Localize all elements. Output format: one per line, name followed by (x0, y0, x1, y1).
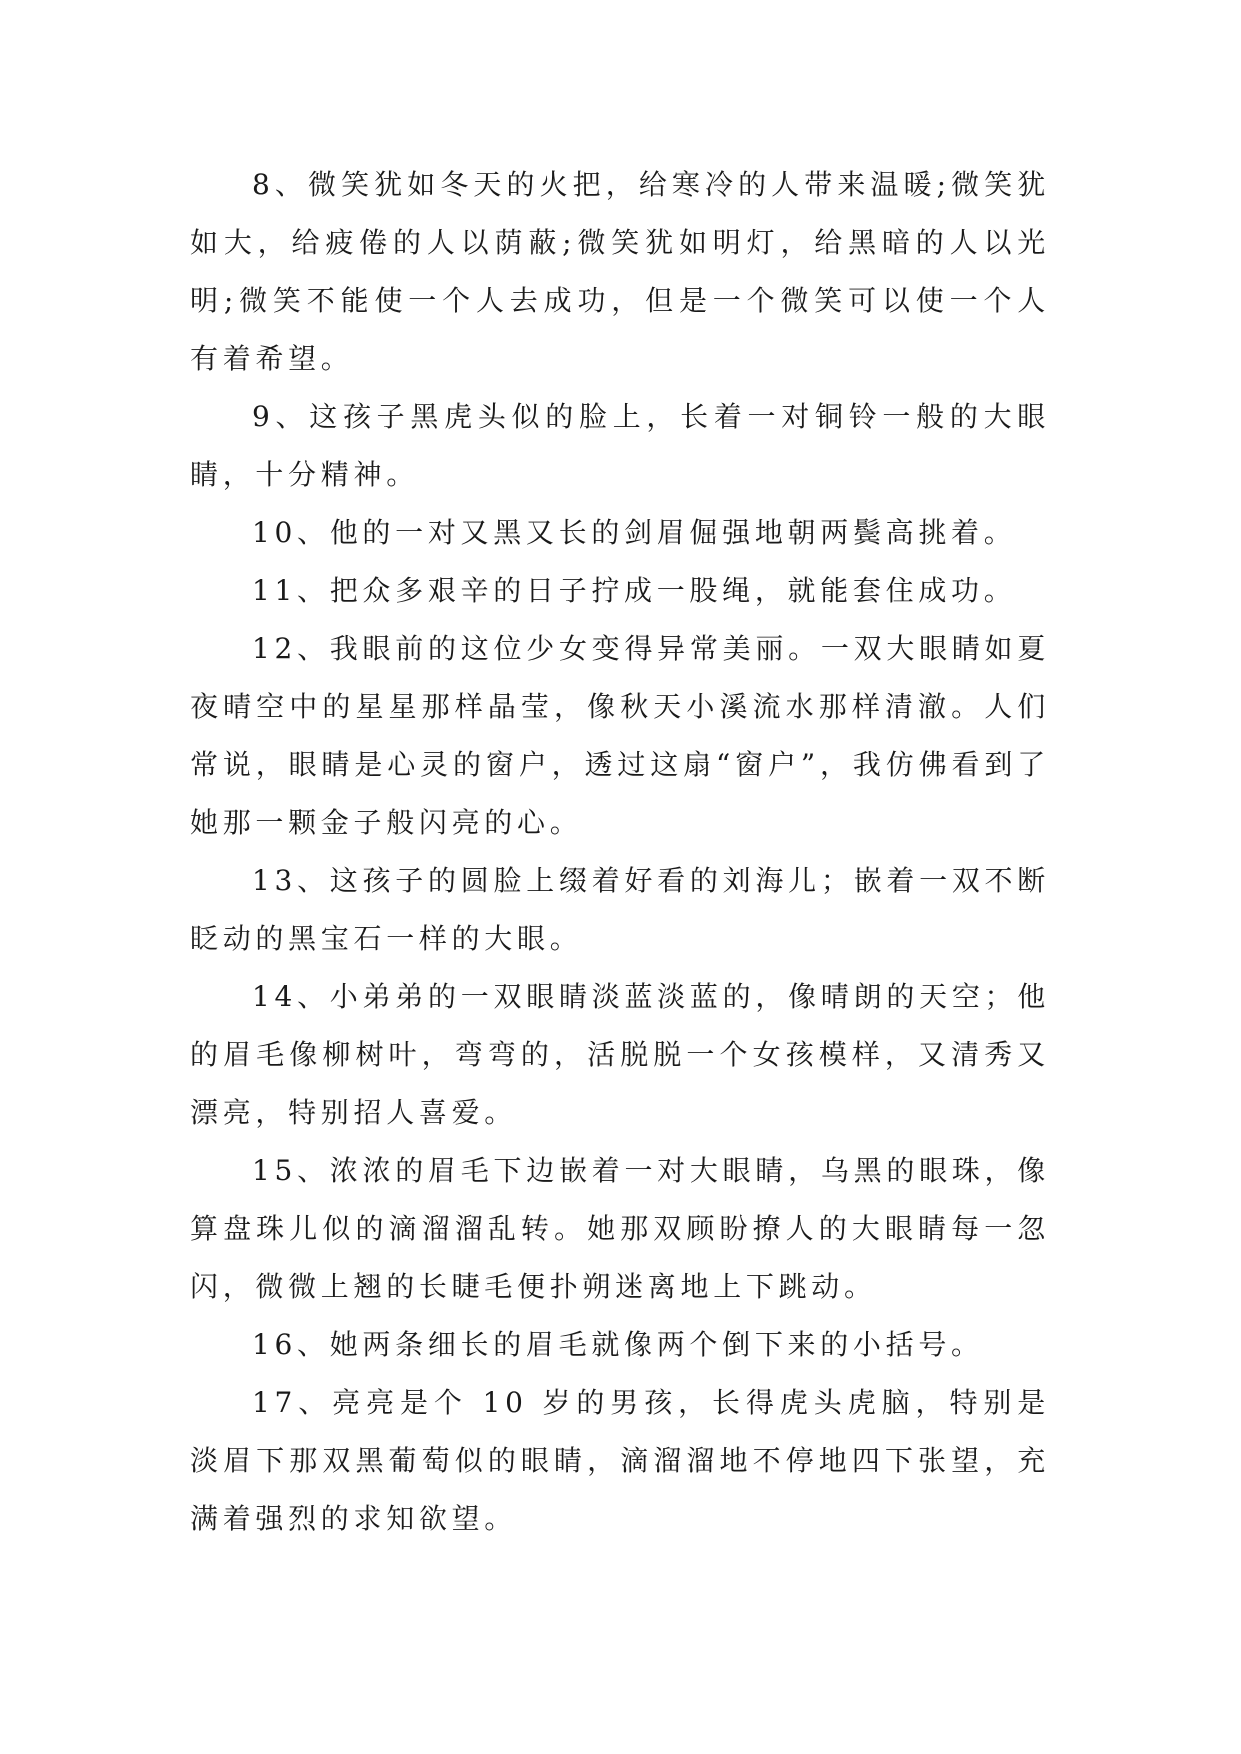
paragraph-13: 13、这孩子的圆脸上缀着好看的刘海儿；嵌着一双不断眨动的黑宝石一样的大眼。 (190, 864, 1050, 955)
document-body (190, 156, 1050, 1548)
paragraph-10: 10、他的一对又黑又长的剑眉倔强地朝两鬓高挑着。 (252, 516, 1017, 549)
paragraph-16: 16、她两条细长的眉毛就像两个倒下来的小括号。 (252, 1328, 984, 1361)
paragraph-8: 8、微笑犹如冬天的火把，给寒冷的人带来温暖;微笑犹如大，给疲倦的人以荫蔽;微笑犹如明灯，给黑暗的人以光明;微笑不能使一个人去成功，但是一个微笑可以使一个人有着希望。 (190, 168, 1050, 375)
paragraph-12: 12、我眼前的这位少女变得异常美丽。一双大眼睛如夏夜晴空中的星星那样晶莹，像秋天小溪流水那样清澈。人们常说，眼睛是心灵的窗户，透过这扇“窗户”，我仿佛看到了她那一颗金子般闪亮的心。 (190, 632, 1050, 839)
paragraph-15: 15、浓浓的眉毛下边嵌着一对大眼睛，乌黑的眼珠，像算盘珠儿似的滴溜溜乱转。她那双顾盼撩人的大眼睛每一忽闪，微微上翘的长睫毛便扑朔迷离地上下跳动。 (190, 1154, 1050, 1303)
paragraph-14: 14、小弟弟的一双眼睛淡蓝淡蓝的，像晴朗的天空；他的眉毛像柳树叶，弯弯的，活脱脱一个女孩模样，又清秀又漂亮，特别招人喜爱。 (190, 980, 1050, 1129)
paragraph-11: 11、把众多艰辛的日子拧成一股绳，就能套住成功。 (252, 574, 1017, 607)
paragraph-9: 9、这孩子黑虎头似的脸上，长着一对铜铃一般的大眼睛，十分精神。 (190, 400, 1050, 491)
paragraph-17: 17、亮亮是个 10 岁的男孩，长得虎头虎脑，特别是淡眉下那双黑葡萄似的眼睛，滴溜溜地不停地四下张望，充满着强烈的求知欲望。 (190, 1386, 1050, 1535)
